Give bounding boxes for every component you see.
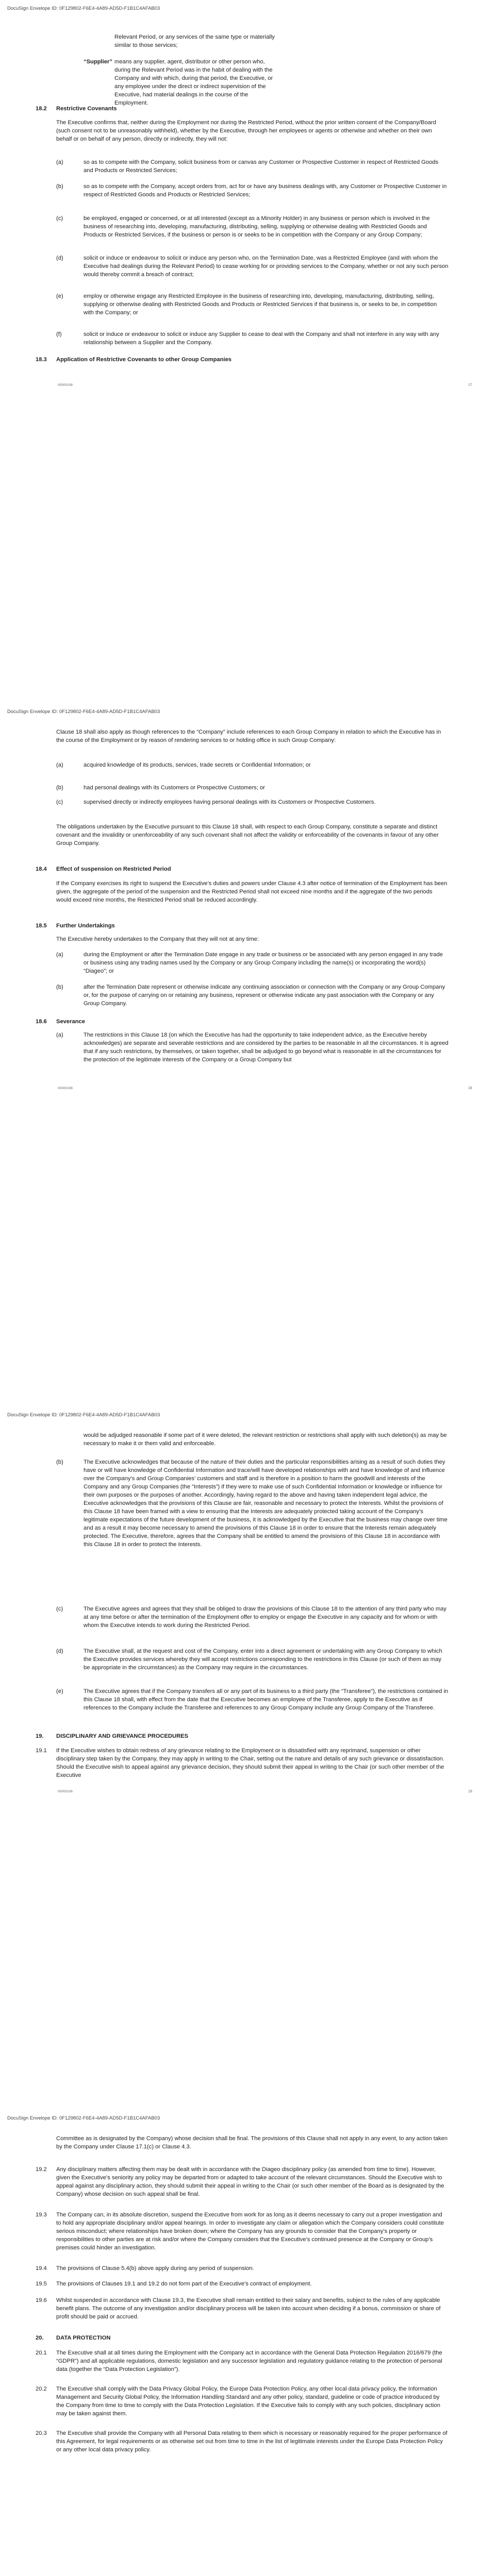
continuation-text: would be adjudged reasonable if some part of it were deleted, the relevant restriction or restrictions shall apply with such deletion(s) as may be necessary to make it or them valid and enforceable. <box>84 1432 447 1447</box>
list-item: The Executive acknowledges that because of the nature of their duties and the particular responsibilities arising as a result of such duties they have or will have knowledge of Confidential Information and trace/will have developed relationships with and have knowledge of and influence over the Company’s and Group Companies’ customers and staff and is therefore in a position to harm the goodwill and interests of the Company and any Group Companies (the “Interests”) if they were to make use of such Confidential Information or knowledge or influence for their own purposes or the purposes of another. Accordingly, having regard to the above and having taken independent legal advice, the Executive acknowledges that the provisions of this Clause are fair, reasonable and necessary to protect the Interests. Whilst the provisions of this Clause 18 have been framed with a view to ensuring that the Interests are adequately protected taking account of the Company’s legitimate expectations of the future development of the business, it is acknowledged by the Executive that the business may change over time and as a result it may become necessary to amend the provisions of this Clause 18 in order to ensure that the Interests remain adequately protected. The Executive, therefore, agrees that the Company shall be entitled to amend the provisions of this Clause 18 in accordance with this Clause 18 in order to protect the Interests. <box>84 1459 448 1548</box>
paragraph-number: 19.3 <box>36 2212 47 2218</box>
section-heading: DISCIPLINARY AND GRIEVANCE PROCEDURES <box>56 1733 189 1739</box>
paragraph-number: 19.6 <box>36 2297 47 2303</box>
item-label: (c) <box>56 1606 63 1612</box>
section-paragraph: The Company can, in its absolute discretion, suspend the Executive from work for as long as it deems necessary to carry out a proper investigation and to hold any appropriate disciplinary and/or appeal hearings. In order to investigate any claim or allegation which the Company considers could constitute serious misconduct; where relationships have broken down; where the Company has any grounds to consider that the Company’s property or responsibilities to other parties are at risk and/or where the Company considers that the Executive’s continued presence at the Company or Group’s premises could hinder an investigation. <box>56 2212 444 2251</box>
section-heading: Severance <box>56 1019 85 1025</box>
section-paragraph: If the Executive wishes to obtain redress of any grievance relating to the Employment or is dissatisfied with any reprimand, suspension or other disciplinary step taken by the Company, they may apply in writing to the Chair, setting out the nature and details of any such grievance or dissatisfaction. Should the Executive wish to appeal against any grievance decision, they should submit their appeal in writing to the Chair (or such other member of the Executive <box>56 1748 444 1778</box>
item-label: (c) <box>56 799 63 805</box>
envelope-id: DocuSign Envelope ID: 0F129802-F6E4-4A89-AD5D-F1B1C4AFAB03 <box>7 709 160 715</box>
section-paragraph: The Executive shall at all times during the Employment with the Company act in accordance with the General Data Protection Regulation 2016/679 (the “GDPR”) and all applicable regulations, domestic legislation and any successor legislation and regulatory guidance relating to the protection of personal data (together the “Data Protection Legislation”). <box>56 2350 442 2372</box>
envelope-id: DocuSign Envelope ID: 0F129802-F6E4-4A89-AD5D-F1B1C4AFAB03 <box>7 6 160 11</box>
section-paragraph: The Executive shall comply with the Data Privacy Global Policy, the Europe Data Protection Policy, any other local data privacy policy, the Information Management and Security Global Policy, the Information Handling Standard and any other policy, standard, guideline or code of practice introduced by the Company from time to time to comply with the Data Protection Legislation. If the Executive fails to comply with any such policies, disciplinary action may be taken against them. <box>56 2386 440 2417</box>
envelope-id: DocuSign Envelope ID: 0F129802-F6E4-4A89-AD5D-F1B1C4AFAB03 <box>7 2115 160 2121</box>
section-paragraph: The obligations undertaken by the Executive pursuant to this Clause 18 shall, with respect to each Group Company, constitute a separate and distinct covenant and the invalidity or unenforceability of any such covenant shall not affect the validity or enforceability of the covenants in favour of any other Group Company. <box>56 824 439 846</box>
section-number: 19. <box>36 1733 44 1739</box>
list-item: The Executive agrees that if the Company transfers all or any part of its business to a third party (the “Transferee”), the restrictions contained in this Clause 18 shall, with effect from the date that the Executive becomes an employee of the Transferee, apply to the Executive as if references to the Company include the Transferee and references to any Group Company include any Group Company of the Transferee. <box>84 1688 449 1711</box>
list-item: solicit or induce or endeavour to solicit or induce any Supplier to cease to deal with the Company and shall not interfere in any way with any relationship between a Supplier and the Company. <box>84 331 439 346</box>
list-item: The Executive agrees and agrees that they shall be obliged to draw the provisions of this Clause 18 to the attention of any third party who may at any time before or after the termination of the Employment offer to employ or engage the Executive in any capacity and for whom or with whom the Executive intends to work during the Restricted Period. <box>84 1606 446 1629</box>
item-label: (d) <box>56 255 63 261</box>
document-reference: 00000108 <box>58 1087 73 1090</box>
page-number: 19 <box>468 1790 472 1793</box>
item-label: (f) <box>56 331 62 337</box>
item-label: (c) <box>56 215 63 222</box>
item-label: (e) <box>56 293 63 299</box>
section-heading: Application of Restrictive Covenants to other Group Companies <box>56 357 232 363</box>
item-label: (b) <box>56 1459 63 1465</box>
section-paragraph: The Executive hereby undertakes to the Company that they will not at any time: <box>56 936 259 942</box>
section-number: 18.3 <box>36 357 47 363</box>
item-label: (a) <box>56 952 63 958</box>
item-label: (e) <box>56 1688 63 1694</box>
section-heading: DATA PROTECTION <box>56 2335 111 2341</box>
continuation-text: Committee as is designated by the Company) whose decision shall be final. The provisions of this Clause shall not apply in any event, to any action taken by the Company under Clause 17.1(c) or Clause 4.3. <box>56 2136 448 2150</box>
list-item: The Executive shall, at the request and cost of the Company, enter into a direct agreement or undertaking with any Group Company to which the Executive provides services whereby they will accept restrictions corresponding to the restrictions in this Clause (or such of them as may be appropriate in the circumstances) as the Company may require in the circumstances. <box>84 1648 442 1671</box>
supplier-definition: means any supplier, agent, distributor or other person who, during the Relevant Period was in the habit of dealing with the Company and with which, during that period, the Executive, or any employee under the direct or indirect supervision of the Executive, had material dealings in the course of the Employment. <box>114 59 273 106</box>
section-paragraph: The provisions of Clause 5.4(b) above apply during any period of suspension. <box>56 2265 254 2272</box>
item-label: (b) <box>56 183 63 190</box>
paragraph-number: 19.5 <box>36 2281 47 2287</box>
paragraph-number: 20.1 <box>36 2350 47 2356</box>
paragraph-number: 19.1 <box>36 1748 47 1754</box>
section-number: 18.2 <box>36 106 47 112</box>
document-page-18 <box>0 703 497 1406</box>
list-item: supervised directly or indirectly employees having personal dealings with its Customers or Prospective Customers. <box>84 799 376 805</box>
paragraph-number: 19.2 <box>36 2166 47 2173</box>
item-label: (b) <box>56 984 63 990</box>
definition-continuation: Relevant Period, or any services of the same type or materially similar to those services; <box>114 34 275 48</box>
item-label: (d) <box>56 1648 63 1654</box>
list-item: so as to compete with the Company, solicit business from or canvas any Customer or Prospective Customer in respect of Restricted Goods and Products or Restricted Services; <box>84 159 439 174</box>
section-paragraph: The provisions of Clauses 19.1 and 19.2 do not form part of the Executive’s contract of employment. <box>56 2281 312 2287</box>
section-paragraph: Clause 18 shall also apply as though references to the “Company” include references to each Group Company in relation to which the Executive has in the course of the Employment or by reason of rendering services to or holding office in such Group Company: <box>56 729 441 743</box>
list-item: after the Termination Date represent or otherwise indicate any continuing association or connection with the Company or any Group Company or, for the purpose of carrying on or retaining any business, represent or otherwise indicate any past association with the Company or any Group Company. <box>84 984 445 1007</box>
page-number: 18 <box>468 1087 472 1090</box>
section-paragraph: If the Company exercises its right to suspend the Executive’s duties and powers under Clause 4.3 after notice of termination of the Employment has been given, the aggregate of the period of the suspension and the Restricted Period shall not exceed nine months and if the aggregate of the two periods would exceed nine months, the Restricted Period shall be reduced accordingly. <box>56 880 448 903</box>
list-item: The restrictions in this Clause 18 (on which the Executive has had the opportunity to take independent advice, as the Executive hereby acknowledges) are separate and severable restrictions and are considered by the parties to be reasonable in all the circumstances. It is agreed that if any such restrictions, by themselves, or taken together, shall be adjudged to go beyond what is reasonable in all the circumstances for the protection of the legitimate interests of the Company or a Group Company but <box>84 1032 449 1063</box>
item-label: (a) <box>56 159 63 165</box>
section-paragraph: The Executive shall provide the Company with all Personal Data relating to them which is necessary or reasonably required for the proper performance of this Agreement, for legal requirements or as otherwise set out from time to time in the list of legitimate interests under the Europe Data Protection Policy or any other local data privacy policy. <box>56 2430 448 2453</box>
document-reference: 00000108 <box>58 1790 73 1793</box>
document-page-17 <box>0 0 497 703</box>
paragraph-number: 19.4 <box>36 2265 47 2272</box>
page-number: 17 <box>468 383 472 387</box>
document-reference: 00000108 <box>58 383 73 387</box>
supplier-term: “Supplier” <box>84 59 112 65</box>
section-heading: Restrictive Covenants <box>56 106 117 112</box>
section-paragraph: Whilst suspended in accordance with Clause 19.3, the Executive shall remain entitled to their salary and benefits, subject to the rules of any applicable benefit plans. The outcome of any investigation and/or disciplinary process will be taken into account when deciding if a bonus, commission or share of profit should be paid or accrued. <box>56 2297 441 2320</box>
section-heading: Further Undertakings <box>56 923 115 929</box>
document-page-19 <box>0 1406 497 2110</box>
list-item: during the Employment or after the Termination Date engage in any trade or business or be associated with any person engaged in any trade or business using any trading names used by the Company or any Group Company including the name(s) or incorporating the word(s) “Diageo”; or <box>84 952 443 974</box>
envelope-id: DocuSign Envelope ID: 0F129802-F6E4-4A89-AD5D-F1B1C4AFAB03 <box>7 1412 160 1418</box>
document-page-20 <box>0 2110 497 2576</box>
section-number: 18.5 <box>36 923 47 929</box>
list-item: had personal dealings with its Customers or Prospective Customers; or <box>84 785 265 791</box>
section-number: 20. <box>36 2335 44 2341</box>
list-item: be employed, engaged or concerned, or at all interested (except as a Minority Holder) in any business or person which is involved in the business of researching into, developing, manufacturing, distributing, selling, supplying or otherwise dealing with Restricted Goods and Products or Restricted Services, if the business or person is or seeks to be in competition with the Company or any Group Company; <box>84 215 430 238</box>
section-heading: Effect of suspension on Restricted Period <box>56 866 171 872</box>
paragraph-number: 20.3 <box>36 2430 47 2436</box>
section-paragraph: Any disciplinary matters affecting them may be dealt with in accordance with the Diageo disciplinary policy (as amended from time to time). However, given the Executive’s seniority any policy may be departed from or adapted to take account of the relevant circumstances. Should the Executive wish to appeal against any disciplinary action, they should submit their appeal in writing to the Chair (or such other member of the Board as is designated by the Company) whose decision on such appeal shall be final. <box>56 2166 444 2197</box>
item-label: (a) <box>56 1032 63 1038</box>
list-item: solicit or induce or endeavour to solicit or induce any person who, on the Termination Date, was a Restricted Employee (and with whom the Executive had dealings during the Relevant Period) to cease working for or providing services to the Company, whether or not any such person would thereby commit a breach of contract; <box>84 255 449 278</box>
list-item: employ or otherwise engage any Restricted Employee in the business of researching into, developing, manufacturing, distributing, selling, supplying or otherwise dealing with Restricted Goods and Products or Restricted Services if that business is, or seeks to be, in competition with the Company; or <box>84 293 437 316</box>
list-item: acquired knowledge of its products, services, trade secrets or Confidential Information; or <box>84 762 311 768</box>
section-number: 18.4 <box>36 866 47 872</box>
item-label: (a) <box>56 762 63 768</box>
item-label: (b) <box>56 785 63 791</box>
section-number: 18.6 <box>36 1019 47 1025</box>
section-paragraph: The Executive confirms that, neither during the Employment nor during the Restricted Period, without the prior written consent of the Company/Board (such consent not to be unreasonably withheld), whether by the Executive, through her employees or agents or otherwise and whether on their own behalf or on behalf of any person, directly or indirectly, they will not: <box>56 120 436 142</box>
paragraph-number: 20.2 <box>36 2386 47 2392</box>
list-item: so as to compete with the Company, accept orders from, act for or have any business dealings with, any Customer or Prospective Customer in respect of Restricted Goods and Products or Restricted Services; <box>84 183 447 198</box>
